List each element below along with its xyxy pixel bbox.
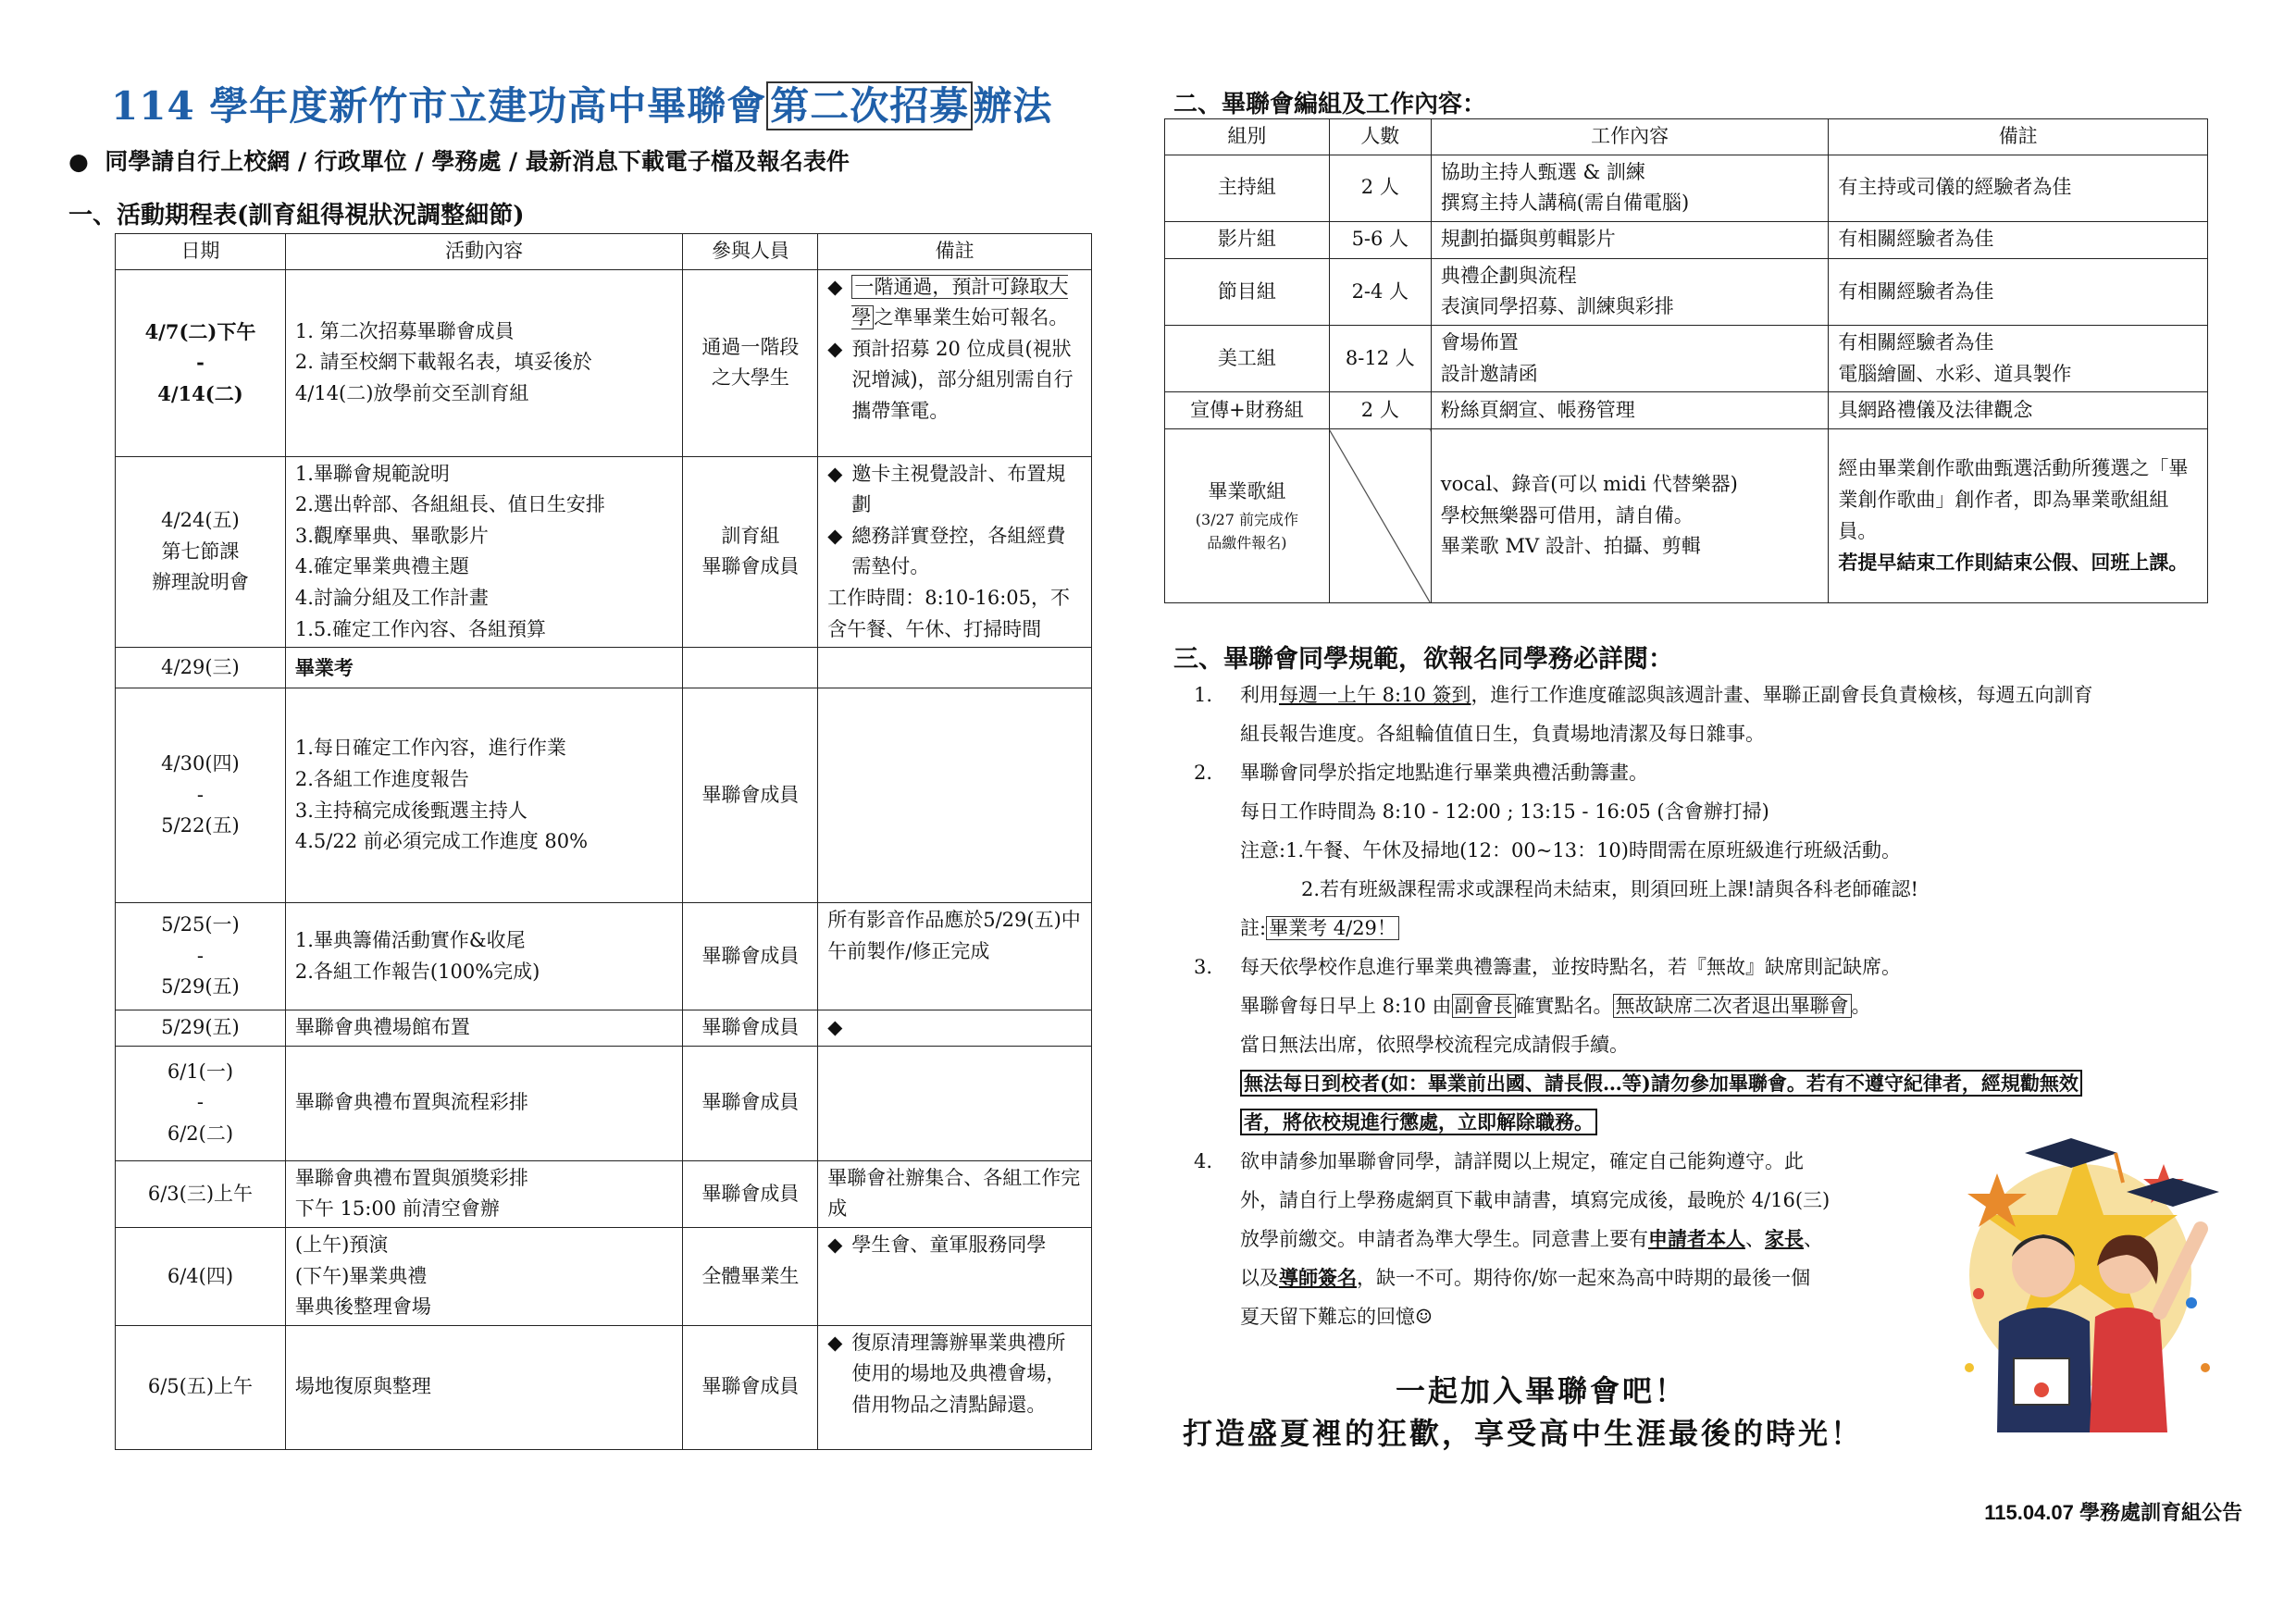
- schedule-people: [683, 648, 818, 688]
- group-work: 會場佈置 設計邀請函: [1431, 325, 1829, 391]
- header-content: 活動內容: [285, 234, 683, 270]
- schedule-date: 4/29(三): [116, 648, 286, 688]
- intro-line: ● 同學請自行上校網 / 行政單位 / 學務處 / 最新消息下載電子檔及報名表件: [68, 148, 850, 175]
- header-notes: 備註: [818, 234, 1092, 270]
- table-row: [116, 648, 1092, 688]
- schedule-date: 6/1(一) - 6/2(二): [116, 1046, 286, 1160]
- diamond-bullet-icon: ◆: [827, 1233, 843, 1256]
- schedule-people: 畢聯會成員: [683, 1325, 818, 1449]
- rule-2: 2. 畢聯會同學於指定地點進行畢業典禮活動籌畫。 每日工作時間為 8:10 - 12:00 ; 13:15 - 16:05 (含會辦打掃) 注意:1.午餐、午休及掃地(12：00~13：10)時間需在原班級進行班級活動。 2.若有班級課程需求或課程尚未結束，則須回班上課!請與各科老師確認! 註: 畢業考 4/29！: [1194, 762, 1918, 939]
- schedule-notes: [818, 1325, 1092, 1449]
- group-count: 2 人: [1329, 392, 1431, 429]
- table-row: [116, 1046, 1092, 1160]
- schedule-date: 6/3(三)上午: [116, 1160, 286, 1227]
- schedule-date: 5/29(五): [116, 1010, 286, 1047]
- table-row: [1165, 155, 2208, 221]
- slogan-line-2: 打造盛夏裡的狂歡，享受高中生涯最後的時光！: [1183, 1416, 1864, 1451]
- schedule-people: 訓育組 畢聯會成員: [683, 456, 818, 648]
- schedule-date: 6/5(五)上午: [116, 1325, 286, 1449]
- group-work: 粉絲頁網宣、帳務管理: [1431, 392, 1829, 429]
- rule-4: 4. 欲申請參加畢聯會同學，請詳閱以上規定，確定自己能夠遵守。此 外，請自行上學務處網頁下載申請書，填寫完成後，最晚於 4/16(三) 放學前繳交。申請者為準大學生。同意書上要有申請者本人、家長、 以及導師簽名，缺一不可。期待你/妳一起來為高中時期的最後一個 夏天留下難忘的回憶☺: [1194, 1150, 1831, 1328]
- table-row: [1165, 325, 2208, 391]
- schedule-people: 通過一階段 之大學生: [683, 269, 818, 456]
- schedule-people: 全體畢業生: [683, 1227, 818, 1325]
- note-boxed: 一階通過，預計可錄取大學: [851, 275, 1069, 329]
- table-row: [116, 1160, 1092, 1227]
- schedule-notes: [818, 1227, 1092, 1325]
- group-name: 美工組: [1165, 325, 1330, 391]
- schedule-people: 畢聯會成員: [683, 1046, 818, 1160]
- group-note: 有主持或司儀的經驗者為佳: [1829, 155, 2208, 221]
- note-extra: 畢聯會社辦集合、各組工作完成: [827, 1166, 1081, 1221]
- note-item: [827, 1328, 1082, 1421]
- schedule-date: 6/4(四): [116, 1227, 286, 1325]
- header-count: 人數: [1329, 119, 1431, 155]
- note-text: 復原清理籌辦畢業典禮所使用的場地及典禮會場，借用物品之清點歸還。: [851, 1331, 1066, 1416]
- diamond-bullet-icon: ◆: [827, 1331, 843, 1354]
- header-people: 參與人員: [683, 234, 818, 270]
- rule-1: 1. 利用每週一上午 8:10 簽到，進行工作進度確認與該週計畫、畢聯正副會長負責檢核，每週五向訓育 組長報告進度。各組輪值值日生，負責場地清潔及每日雜事。: [1194, 684, 2093, 745]
- schedule-content: 場地復原與整理: [285, 1325, 683, 1449]
- schedule-notes: [818, 456, 1092, 648]
- diamond-bullet-icon: ◆: [827, 462, 843, 485]
- group-count: 5-6 人: [1329, 221, 1431, 258]
- note-text: 預計招募 20 位成員(視狀況增減)，部分組別需自行攜帶筆電。: [851, 337, 1074, 422]
- schedule-date: 4/24(五) 第七節課 辦理說明會: [116, 456, 286, 648]
- group-work: 協助主持人甄選 & 訓練 撰寫主持人講稿(需自備電腦): [1431, 155, 1829, 221]
- page-title: 114 學年度新竹市立建功高中畢聯會第二次招募辦法: [111, 83, 1053, 129]
- schedule-content: 1.每日確定工作內容，進行作業 2.各組工作進度報告 3.主持稿完成後甄選主持人 4.5/22 前必須完成工作進度 80%: [285, 688, 683, 903]
- note-text: 學生會、童軍服務同學: [851, 1233, 1047, 1256]
- note-item: [827, 1230, 1082, 1261]
- note-text: 一階通過，預計可錄取大學 之準畢業生始可報名。: [851, 275, 1069, 329]
- slogan-line-1: 一起加入畢聯會吧！: [1396, 1373, 1688, 1408]
- schedule-header-row: [116, 234, 1092, 270]
- schedule-content: 畢聯會典禮布置與頒獎彩排 下午 15:00 前清空會辦: [285, 1160, 683, 1227]
- schedule-people: 畢聯會成員: [683, 688, 818, 903]
- group-work: vocal、錄音(可以 midi 代替樂器) 學校無樂器可借用，請自備。 畢業歌 MV 設計、拍攝、剪輯: [1431, 429, 1829, 603]
- header-group: 組別: [1165, 119, 1330, 155]
- group-note: 有相關經驗者為佳: [1829, 221, 2208, 258]
- table-row: [116, 269, 1092, 456]
- table-row: [116, 1325, 1092, 1449]
- schedule-date: 4/7(二)下午 - 4/14(二): [116, 269, 286, 456]
- schedule-table: [115, 233, 1092, 1450]
- schedule-date: 5/25(一) - 5/29(五): [116, 903, 286, 1010]
- bullet-dot-icon: ●: [68, 148, 89, 175]
- group-note: 經由畢業創作歌曲甄選活動所獲選之「畢業創作歌曲」創作者，即為畢業歌組組員。 若提早結束工作則結束公假、回班上課。: [1829, 429, 2208, 603]
- note-text: 總務詳實登控，各組經費需墊付。: [851, 524, 1066, 578]
- schedule-notes: [818, 903, 1092, 1010]
- table-row: [1165, 221, 2208, 258]
- group-name: 節目組: [1165, 258, 1330, 325]
- schedule-content: 畢聯會典禮場館布置: [285, 1010, 683, 1047]
- group-name: 畢業歌組 (3/27 前完成作 品繳件報名): [1165, 429, 1330, 603]
- schedule-notes: [818, 688, 1092, 903]
- group-count: 2 人: [1329, 155, 1431, 221]
- note-item: [827, 521, 1082, 583]
- note-item: [827, 334, 1082, 428]
- group-note: 有相關經驗者為佳 電腦繪圖、水彩、道具製作: [1829, 325, 2208, 391]
- table-row: [116, 456, 1092, 648]
- group-name: 主持組: [1165, 155, 1330, 221]
- note-item: [827, 459, 1082, 521]
- schedule-content: 畢業考: [285, 648, 683, 688]
- table-row: [116, 1010, 1092, 1047]
- table-row: [116, 688, 1092, 903]
- table-row: [1165, 429, 2208, 603]
- schedule-people: 畢聯會成員: [683, 1160, 818, 1227]
- diamond-bullet-icon: ◆: [827, 1016, 843, 1039]
- note-extra: 所有影音作品應於5/29(五)中午前製作/修正完成: [827, 909, 1081, 962]
- group-note: 具網路禮儀及法律觀念: [1829, 392, 2208, 429]
- group-sub: (3/27 前完成作 品繳件報名): [1195, 510, 1299, 552]
- header-work: 工作內容: [1431, 119, 1829, 155]
- section-1-heading: 一、活動期程表(訓育組得視狀況調整細節): [68, 202, 525, 229]
- header-group-note: 備註: [1829, 119, 2208, 155]
- schedule-content: 1.畢聯會規範說明 2.選出幹部、各組組長、值日生安排 3.觀摩畢典、畢歌影片 4.確定畢業典禮主題 4.討論分組及工作計畫 1.5.確定工作內容、各組預算: [285, 456, 683, 648]
- header-date: 日期: [116, 234, 286, 270]
- schedule-date: 4/30(四) - 5/22(五): [116, 688, 286, 903]
- schedule-notes: [818, 1160, 1092, 1227]
- group-count: [1329, 429, 1431, 603]
- schedule-notes: [818, 1046, 1092, 1160]
- schedule-content: 畢聯會典禮布置與流程彩排: [285, 1046, 683, 1160]
- diamond-bullet-icon: ◆: [827, 337, 843, 360]
- schedule-content: (上午)預演 (下午)畢業典禮 畢典後整理會場: [285, 1227, 683, 1325]
- graduation-illustration: [1942, 1127, 2221, 1434]
- group-count: 8-12 人: [1329, 325, 1431, 391]
- groups-table: [1164, 118, 2208, 603]
- group-note-bold: 若提早結束工作則結束公假、回班上課。: [1838, 551, 2189, 575]
- section-2-heading: 二、畢聯會編組及工作內容：: [1173, 91, 1487, 118]
- schedule-content: 1. 第二次招募畢聯會成員 2. 請至校網下載報名表，填妥後於 4/14(二)放學前交至訓育組: [285, 269, 683, 456]
- table-row: [116, 1227, 1092, 1325]
- schedule-people: 畢聯會成員: [683, 903, 818, 1010]
- diamond-bullet-icon: ◆: [827, 524, 843, 547]
- group-work: 規劃拍攝與剪輯影片: [1431, 221, 1829, 258]
- table-row: [116, 903, 1092, 1010]
- groups-header-row: [1165, 119, 2208, 155]
- note-text: 邀卡主視覺設計、布置規劃: [851, 462, 1066, 516]
- group-name: 宣傳+財務組: [1165, 392, 1330, 429]
- table-row: [1165, 392, 2208, 429]
- announcement-footer: 115.04.07 學務處訓育組公告: [1984, 1501, 2242, 1524]
- group-count: 2-4 人: [1329, 258, 1431, 325]
- diamond-bullet-icon: ◆: [827, 275, 843, 298]
- note-item: [827, 272, 1082, 334]
- table-row: [1165, 258, 2208, 325]
- schedule-people: 畢聯會成員: [683, 1010, 818, 1047]
- rule-3: 3. 每天依學校作息進行畢業典禮籌畫，並按時點名，若『無故』缺席則記缺席。 畢聯會每日早上 8:10 由 副會長 確實點名。 無故缺席二次者退出畢聯會 。 當日無法出席，依照學校流程完成請假手續。 無法每日到校者(如：畢業前出國、請長假…等)請勿參加畢聯會。若有不遵守紀律者，經規勸無效 者，將依校規進行懲處，立即解除職務。: [1194, 948, 2249, 1142]
- schedule-notes: [818, 648, 1092, 688]
- section-3-heading: 三、畢聯會同學規範，欲報名同學務必詳閱：: [1173, 645, 1673, 674]
- note-extra: 工作時間：8:10-16:05，不含午餐、午休、打掃時間: [827, 586, 1071, 640]
- group-note: 有相關經驗者為佳: [1829, 258, 2208, 325]
- schedule-notes: [818, 269, 1092, 456]
- group-name: 影片組: [1165, 221, 1330, 258]
- group-work: 典禮企劃與流程 表演同學招募、訓練與彩排: [1431, 258, 1829, 325]
- schedule-notes: [818, 1010, 1092, 1047]
- schedule-content: 1.畢典籌備活動實作&收尾 2.各組工作報告(100%完成): [285, 903, 683, 1010]
